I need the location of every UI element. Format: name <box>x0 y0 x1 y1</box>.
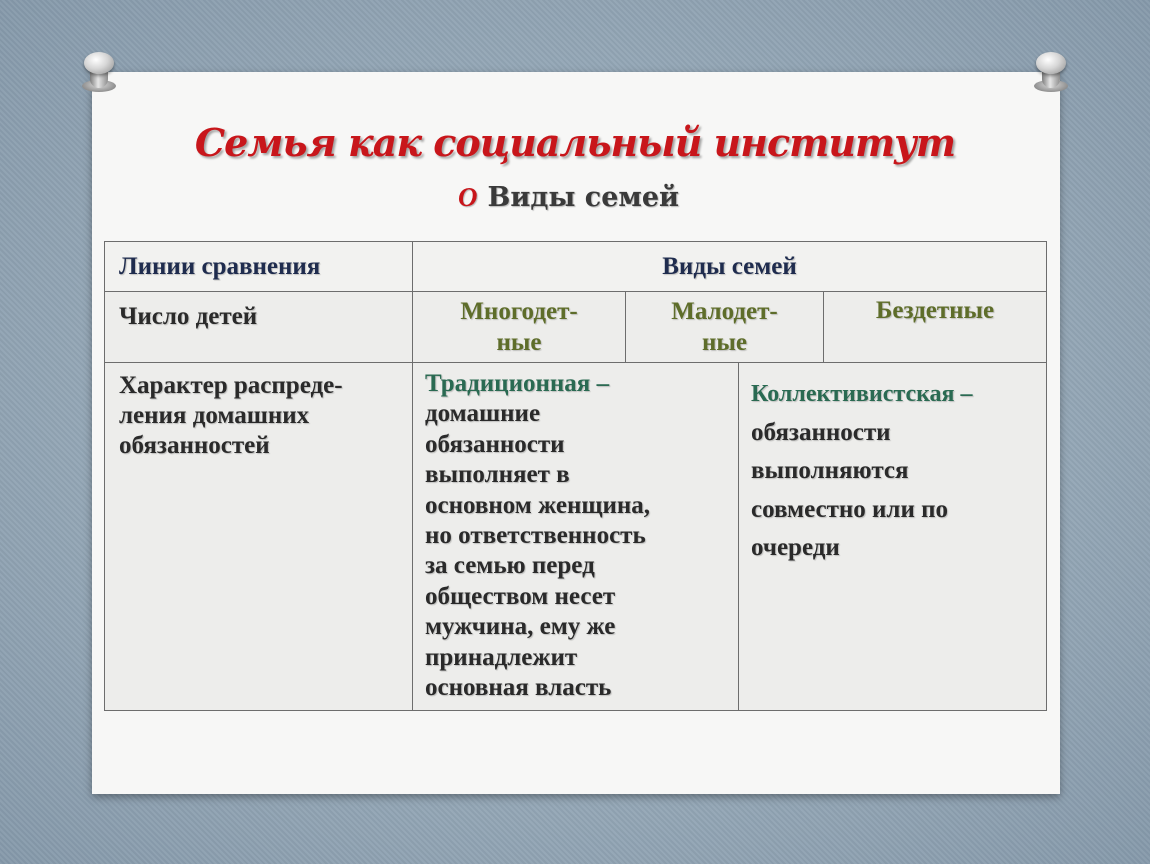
bullet-icon: О <box>458 182 478 212</box>
cell-traditional <box>412 362 739 711</box>
pushpin-icon <box>80 52 118 90</box>
slide-subtitle <box>458 182 679 213</box>
cell-few-children: Малодет- ные <box>625 291 824 363</box>
traditional-description: домашние обязанности выполняет в основном женщина, но ответственность за семью перед обществом несет мужчина, ему же принадлежит основная власть <box>425 400 651 702</box>
traditional-title: Традиционная – <box>425 370 610 397</box>
header-comparison-lines: Линии сравнения <box>104 241 413 292</box>
cell-childless: Бездетные <box>823 291 1047 363</box>
collectivist-description: обязанности выполняются совместно или по очереди <box>751 418 948 561</box>
header-family-types: Виды семей <box>412 241 1047 292</box>
pushpin-icon <box>1032 52 1070 90</box>
row-label-children: Число детей <box>104 291 413 363</box>
cell-collectivist <box>738 362 1047 711</box>
collectivist-title: Коллективистская – <box>751 381 973 407</box>
subtitle-text: Виды семей <box>487 182 680 213</box>
cell-many-children: Многодет- ные <box>412 291 626 363</box>
slide-title: Семья как социальный институт <box>194 120 956 165</box>
row-label-duties: Характер распреде- ления домашних обязанностей <box>104 362 413 711</box>
